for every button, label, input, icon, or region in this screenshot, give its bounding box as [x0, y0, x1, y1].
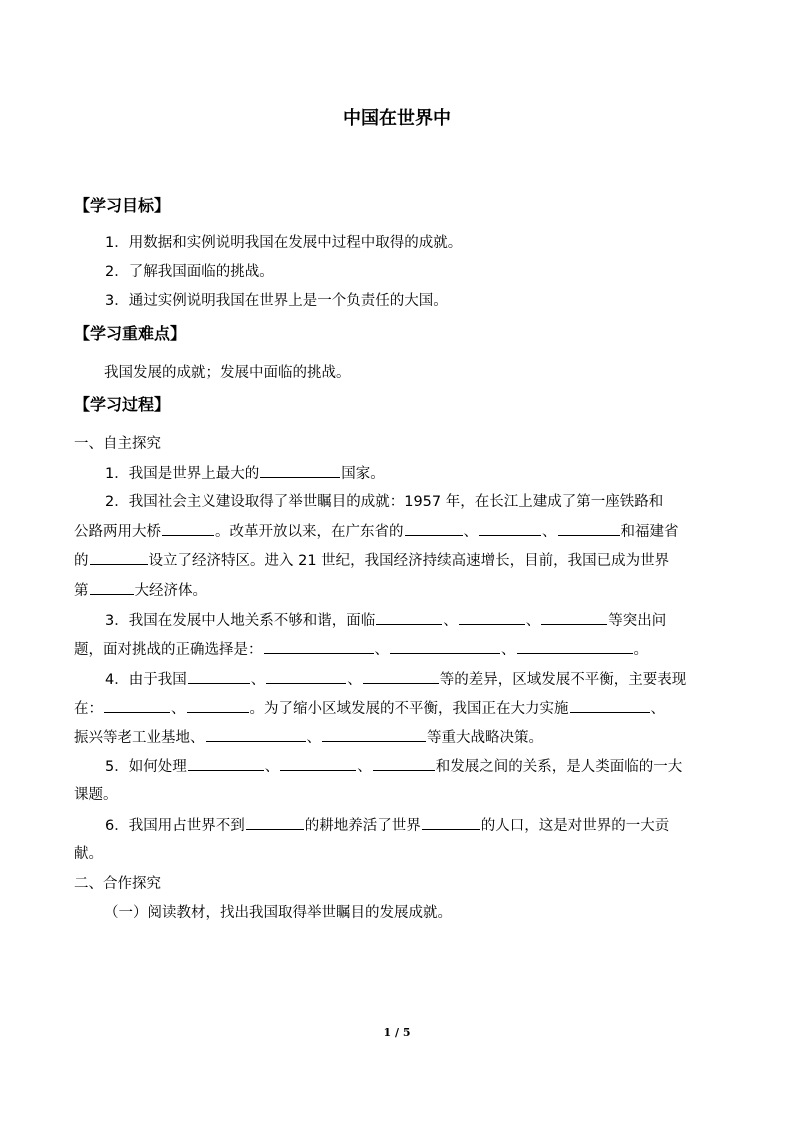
blank[interactable]: [104, 698, 170, 713]
q3-text: 。: [633, 642, 648, 658]
q4-text: 振兴等老工业基地、: [74, 730, 205, 746]
page-number: 1 / 5: [383, 1026, 411, 1039]
blank[interactable]: [373, 756, 435, 771]
q1-text: 1．我国是世界上最大的: [105, 466, 260, 482]
q2-text: 设立了经济特区。进入 21 世纪，我国经济持续高速增长，目前，我国已成为世界: [148, 553, 670, 569]
blank[interactable]: [479, 521, 541, 536]
blank[interactable]: [90, 580, 134, 595]
blank[interactable]: [280, 756, 356, 771]
question-2-line-1: 2．我国社会主义建设取得了举世瞩目的成就：1957 年，在长江上建成了第一座铁路和: [105, 494, 664, 510]
blank[interactable]: [376, 610, 442, 625]
q2-text: 、: [542, 524, 557, 540]
blank[interactable]: [459, 610, 525, 625]
q3-text: 、: [501, 642, 516, 658]
goal-item-1: 1．用数据和实例说明我国在发展中过程中取得的成就。: [105, 235, 463, 251]
q5-text: 、: [264, 759, 280, 775]
page-title: 中国在世界中: [343, 108, 451, 129]
q4-text: 、: [250, 672, 266, 688]
q4-text: 、: [171, 701, 186, 717]
q5-text: 和发展之间的关系，是人类面临的一大: [435, 759, 683, 775]
blank[interactable]: [570, 698, 650, 713]
blank[interactable]: [541, 610, 607, 625]
q3-text: 、: [525, 613, 541, 629]
part1-heading: 一、自主探究: [74, 436, 161, 452]
q6-text: 的耕地养活了世界: [304, 818, 421, 834]
q4-text: 、: [347, 672, 362, 688]
blank[interactable]: [266, 669, 346, 684]
blank[interactable]: [187, 698, 249, 713]
question-6-line-1: [105, 815, 669, 836]
q4-text: 。为了缩小区域发展的不平衡，我国正在大力实施: [249, 701, 569, 717]
q2-text: 的: [74, 553, 89, 569]
q3-text: 、: [443, 613, 458, 629]
part2-sub1: （一）阅读教材，找出我国取得举世瞩目的发展成就。: [104, 905, 452, 921]
q4-text: 、: [306, 730, 321, 746]
blank[interactable]: [260, 463, 340, 478]
question-6-line-2: 献。: [74, 846, 103, 862]
q3-text: 题，面对挑战的正确选择是：: [74, 642, 263, 658]
question-3-line-2: [74, 639, 648, 660]
q2-text: 第: [74, 583, 89, 599]
q4-text: 在：: [74, 701, 103, 717]
blank[interactable]: [188, 669, 250, 684]
q2-text: 公路两用大桥: [74, 524, 161, 540]
q2-text: 大经济体。: [134, 583, 207, 599]
question-4-line-2: [74, 698, 665, 719]
blank[interactable]: [188, 756, 264, 771]
question-4-line-1: [105, 669, 686, 690]
q5-text: 5．如何处理: [105, 759, 187, 775]
q2-text: 。改革开放以来，在广东省的: [215, 524, 404, 540]
question-2-line-3: [74, 550, 669, 571]
goal-item-2: 2．了解我国面临的挑战。: [105, 264, 274, 280]
blank[interactable]: [405, 521, 463, 536]
key-text: 我国发展的成就；发展中面临的挑战。: [104, 365, 351, 381]
part2-heading: 二、合作探究: [74, 876, 161, 892]
q4-text: 等的差异，区域发展不平衡，主要表现: [439, 672, 687, 688]
blank[interactable]: [264, 639, 374, 654]
question-4-line-3: [74, 727, 543, 748]
question-2-line-2: [74, 521, 679, 542]
blank[interactable]: [90, 550, 148, 565]
question-2-line-4: [74, 580, 207, 601]
question-5-line-1: [105, 756, 682, 777]
blank[interactable]: [322, 727, 426, 742]
q3-text: 3．我国在发展中人地关系不够和谐，面临: [105, 613, 376, 629]
blank[interactable]: [206, 727, 306, 742]
goal-item-3: 3．通过实例说明我国在世界上是一个负责任的大国。: [105, 293, 448, 309]
blank[interactable]: [517, 639, 633, 654]
process-heading: 【学习过程】: [74, 395, 171, 414]
q3-text: 、: [374, 642, 389, 658]
q3-text: 等突出问: [608, 613, 667, 629]
q4-text: 等重大战略决策。: [427, 730, 543, 746]
blank[interactable]: [422, 815, 480, 830]
question-5-line-2: 课题。: [74, 787, 118, 803]
q2-text: 、: [463, 524, 478, 540]
blank[interactable]: [558, 521, 620, 536]
blank[interactable]: [162, 521, 214, 536]
q6-text: 6．我国用占世界不到: [105, 818, 245, 834]
q6-text: 的人口，这是对世界的一大贡: [480, 818, 670, 834]
blank[interactable]: [363, 669, 439, 684]
q4-text: 4．由于我国: [105, 672, 187, 688]
q2-text: 和福建省: [620, 524, 679, 540]
blank[interactable]: [246, 815, 304, 830]
q5-text: 、: [357, 759, 372, 775]
question-1: [105, 463, 385, 484]
q4-text: 、: [650, 701, 665, 717]
q1-text: 国家。: [341, 466, 385, 482]
goals-heading: 【学习目标】: [74, 196, 171, 215]
key-heading: 【学习重难点】: [74, 324, 187, 343]
blank[interactable]: [390, 639, 500, 654]
question-3-line-1: [105, 610, 666, 631]
